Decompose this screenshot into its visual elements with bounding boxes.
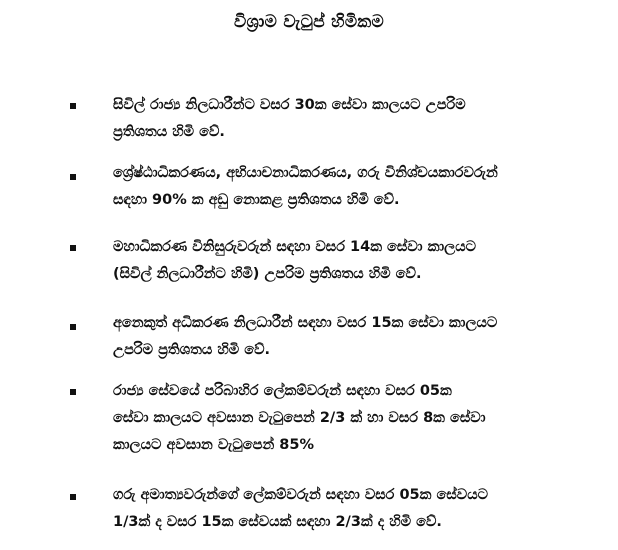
- text-line: කාලයට අවසාන වැටුපෙන් 85%: [113, 437, 314, 453]
- text-line: 1/3ක් ද වසර 15ක සේවයක් සඳහා 2/3ක් ද හිමි වේ.: [113, 514, 442, 530]
- text-line: ගරු අමාත්‍යවරුන්ගේ ලේකම්වරුන් සඳහා වසර 05ක සේවයට: [113, 487, 489, 503]
- text-line: ප්‍රතිශතය හිමි වේ.: [113, 124, 225, 140]
- document-title: විශ්‍රාම වැටුප් හිමිකම: [234, 12, 384, 32]
- list-item-text: [113, 310, 594, 364]
- text-line: සඳහා 90% ක අඩු නොකළ ප්‍රතිශතය හිමි වේ.: [113, 192, 400, 208]
- bullet-icon: [70, 494, 76, 500]
- text-line: මහාධිකරණ විනිසුරුවරුන් සඳහා වසර 14ක සේවා කාලයට: [113, 239, 477, 255]
- text-line: ශ්‍රේෂ්ඨාධිකරණය, අභියාචනාධිකරණය, ගරු විනිශ්චයකාරවරුන්: [113, 165, 498, 181]
- bullet-icon: [70, 324, 76, 330]
- bullet-icon: [70, 174, 76, 180]
- list-item-text: [113, 92, 594, 146]
- text-line: සේවා කාලයට අවසාන වැටුපෙන් 2/3 ක් හා වසර 8ක සේවා: [113, 410, 486, 426]
- bullet-icon: [70, 389, 76, 395]
- bullet-icon: [70, 245, 76, 251]
- list-item-text: [113, 234, 594, 288]
- text-line: රාජ්‍ය සේවයේ පරිබාහිර ලේකම්වරුන් සඳහා වසර 05ක: [113, 383, 452, 399]
- bullet-icon: [70, 103, 76, 109]
- text-line: අනෙකුත් අධිකරණ නිලධාරීන් සඳහා වසර 15ක සේවා කාලයට: [113, 315, 498, 331]
- text-line: (සිවිල් නිලධාරීන්ට හිමි) උපරිම ප්‍රතිශතය හිමි වේ.: [113, 266, 422, 282]
- list-item-text: [113, 160, 594, 214]
- list-item-text: [113, 378, 594, 459]
- list-item-text: [113, 482, 594, 536]
- text-line: සිවිල් රාජ්‍ය නිලධාරීන්ට වසර 30ක සේවා කාලයට උපරිම: [113, 97, 466, 113]
- text-line: උපරිම ප්‍රතිශතය හිමි වේ.: [113, 342, 271, 358]
